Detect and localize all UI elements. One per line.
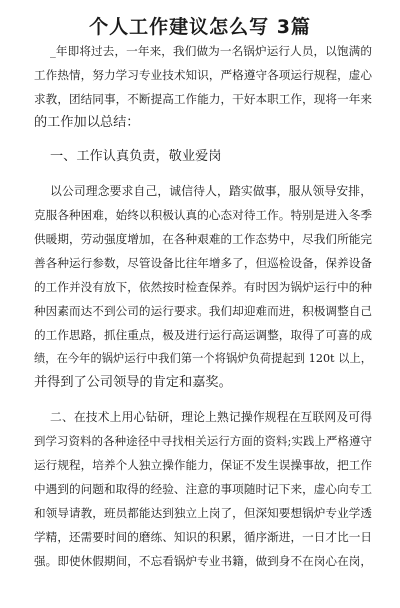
paragraph-line: 强。即使休假期间，不忘看锅炉专业书籍，做到身不在岗心在岗， [34, 554, 372, 568]
paragraph-line: 以公司理念要求自己，诚信待人，踏实做事，服从领导安排， [50, 184, 372, 198]
paragraph-line: 绩，在今年的锅炉运行中我们第一个将锅炉负荷提起到 120t 以上， [34, 352, 372, 365]
paragraph-line: 种因素而达不到公司的运行要求。我们却迎难而进，积极调整自己 [34, 304, 372, 318]
paragraph-line: 的工作并没有放下，依然按时检查保养。有时因为锅炉运行中的种 [34, 280, 372, 294]
paragraph-line: 的工作思路，抓住重点，极及进行运行高运调整，取得了可喜的成 [34, 328, 372, 342]
paragraph-line: _年即将过去，一年来，我们做为一名锅炉运行人员，以饱满的 [50, 44, 372, 58]
paragraph-line: 善各种运行参数，尽管设备比往年增多了，但巡检设备，保养设备 [34, 256, 372, 270]
paragraph-line: 克服各种困难，始终以积极认真的心态对待工作。特别是进入冬季 [34, 208, 372, 222]
paragraph-line: 运行规程，培养个人独立操作能力，保证不发生误操事故，把工作 [34, 458, 372, 472]
document-title: 个人工作建议怎么写 3篇 [89, 16, 311, 38]
paragraph-line: 和领导请教，班员都能达到独立上岗了，但深知要想锅炉专业学透 [34, 506, 372, 520]
paragraph-line: 二、在技术上用心钻研，理论上熟记操作规程在互联网及可得 [50, 410, 372, 424]
paragraph-line: 的工作加以总结： [34, 115, 140, 130]
section-heading: 一、工作认真负责，敬业爱岗 [50, 149, 222, 164]
paragraph-line: 到学习资料的各种途径中寻找相关运行方面的资料;实践上严格遵守 [34, 434, 372, 448]
paragraph-line: 供暖期，劳动强度增加，在各种艰难的工作态势中，尽我们所能完 [34, 232, 372, 246]
paragraph-line: 工作热情，努力学习专业技术知识，严格遵守各项运行规程，虚心 [34, 68, 372, 82]
paragraph-line: 学精，还需要时间的磨练、知识的积累，循序渐进，一日才比一日 [34, 530, 372, 544]
paragraph-line: 求教，团结同事，不断提高工作能力，干好本职工作，现将一年来 [34, 92, 372, 106]
paragraph-line: 中遇到的问题和取得的经验、注意的事项随时记下来，虚心向专工 [34, 482, 372, 496]
paragraph-line: 并得到了公司领导的肯定和嘉奖。 [34, 375, 232, 390]
